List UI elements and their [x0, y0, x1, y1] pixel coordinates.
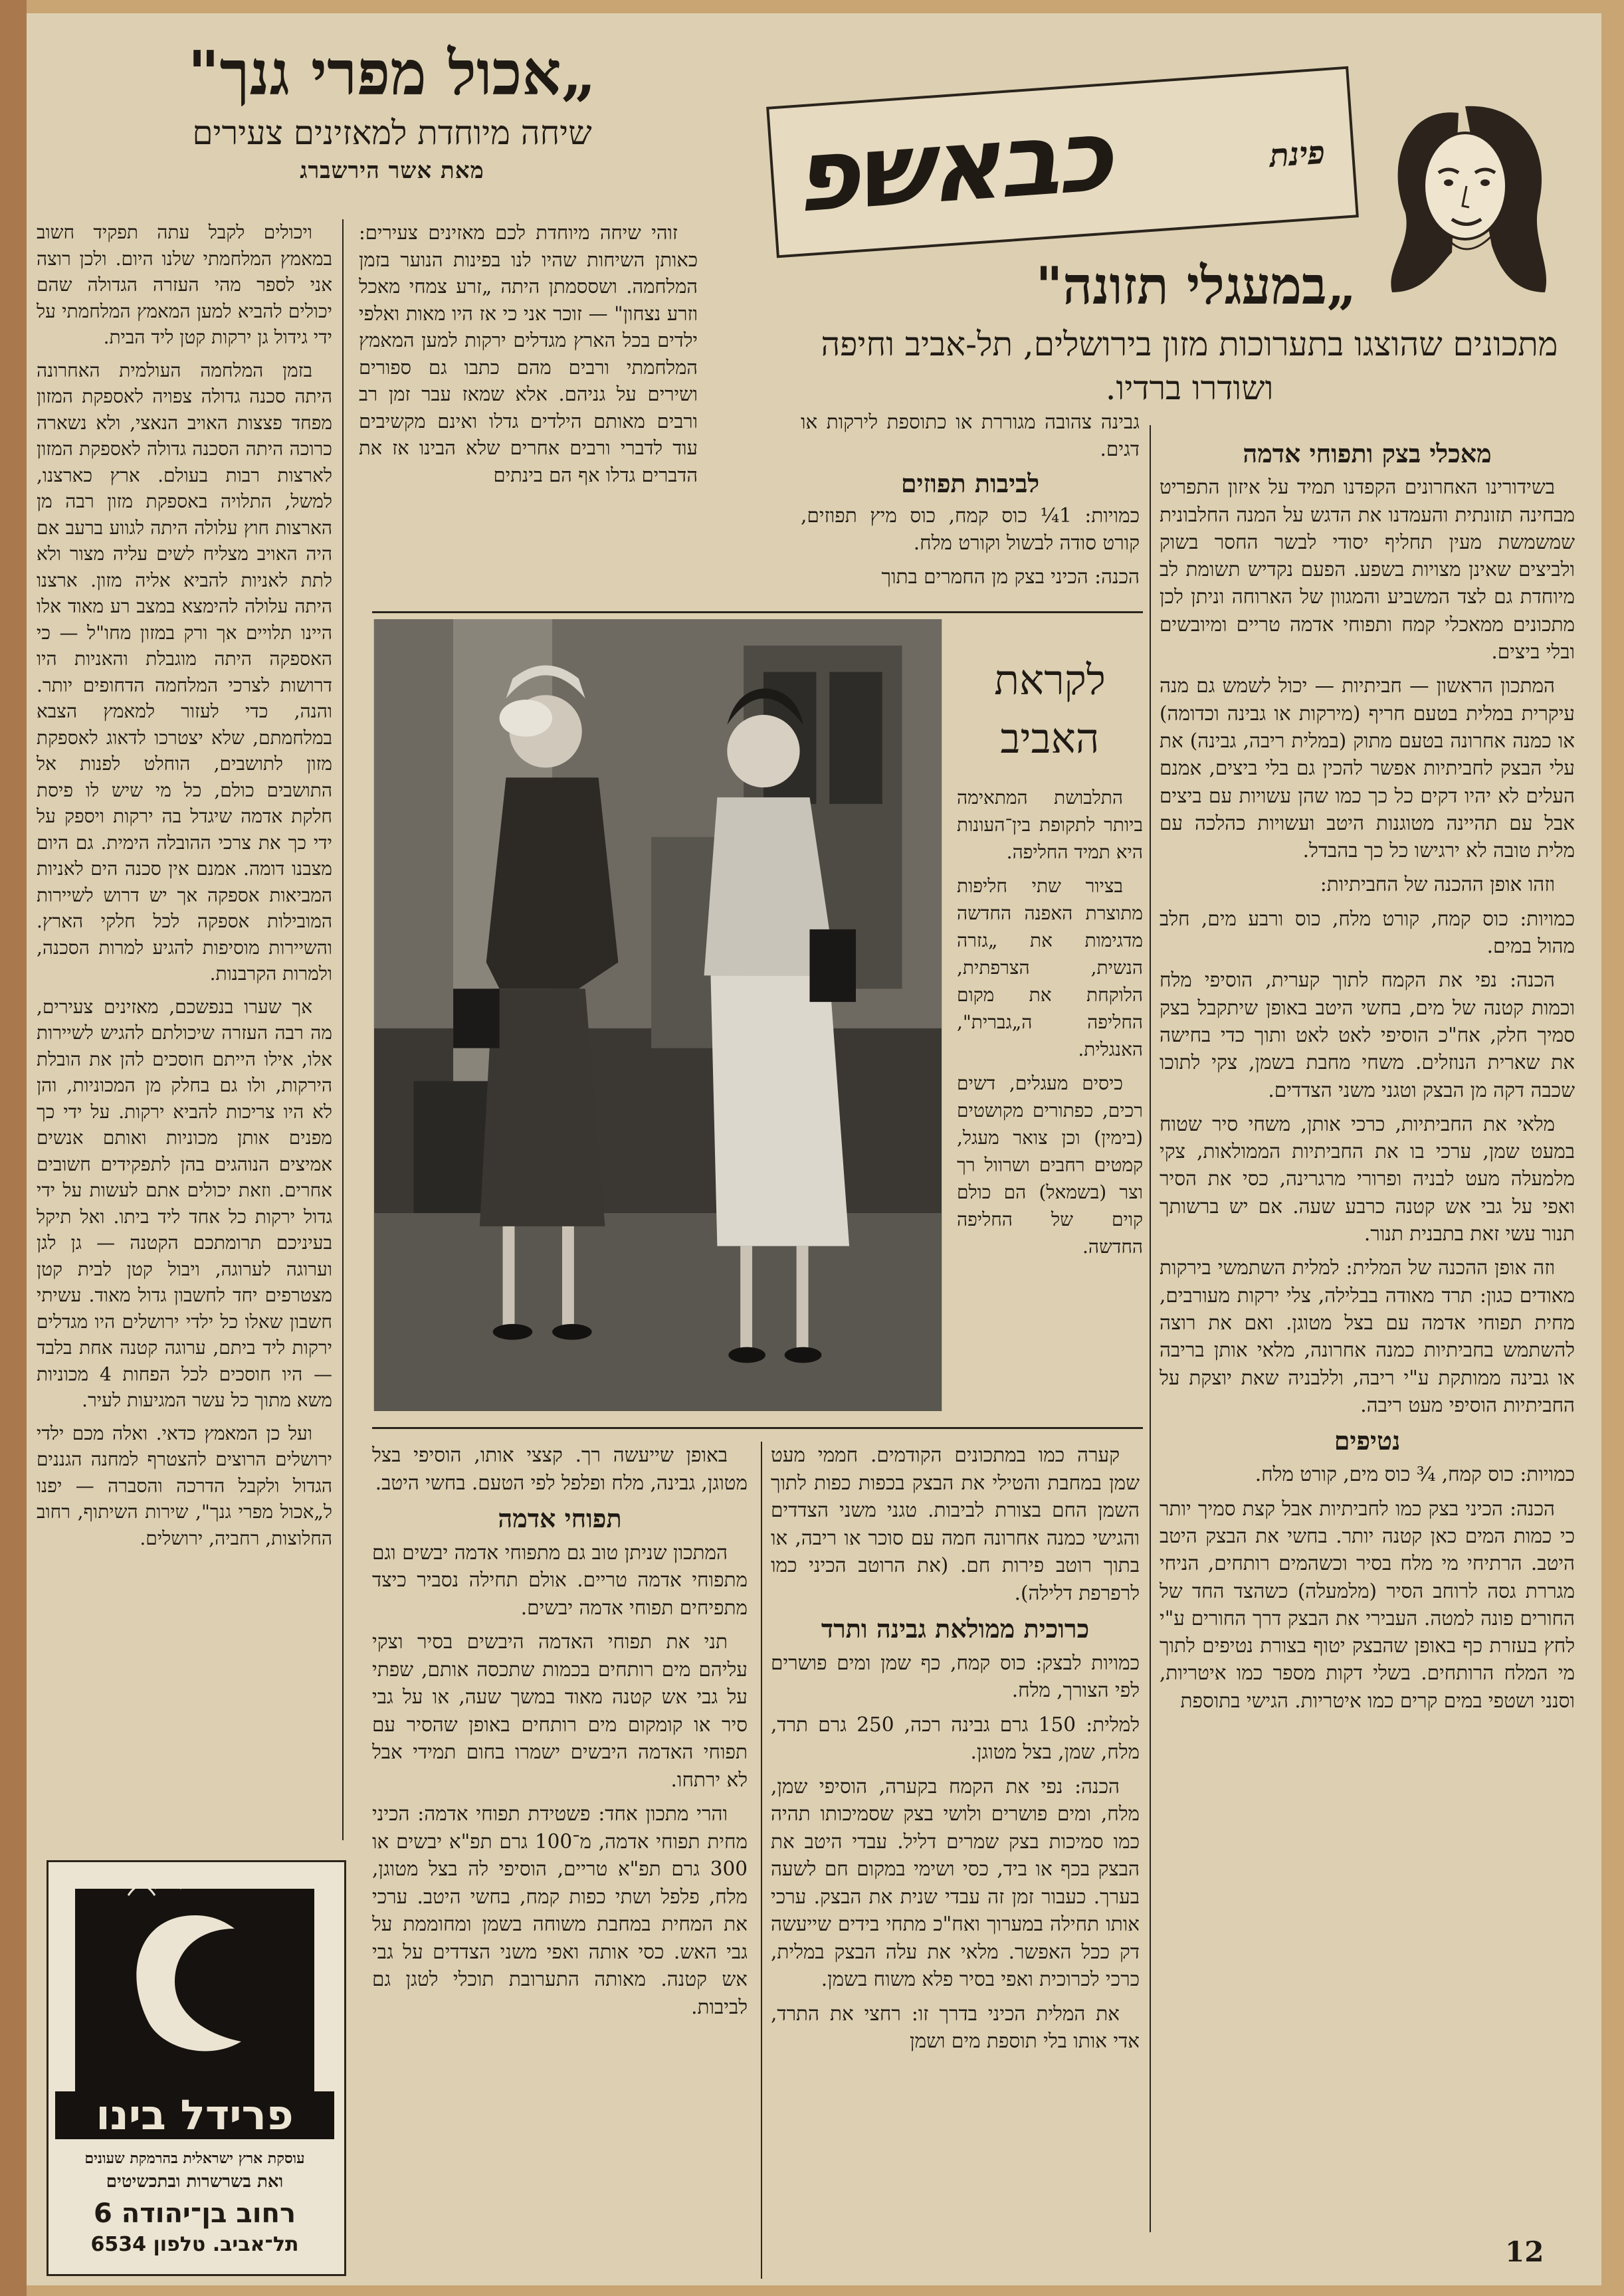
- section-heading: לביבות תפוזים: [900, 468, 1040, 498]
- paragraph: ועל כן המאמץ כדאי. ואלה מכם ילדי ירושלים הרוצים להצטרף למחנה הגננים הגדול ולקבל הדרכה והסברה — יפנו ל„אכול מפרי גנך", שירות השיתוף, רחוב החלוצות, רחביה, ירושלים.: [37, 1422, 332, 1549]
- advertisement-box: [47, 1860, 346, 2276]
- column-divider: [761, 1442, 762, 2279]
- paragraph: קערה כמו במתכונים הקודמים. חממי מעט שמן במחבת והטילי את הבצק בכפות כפות לתוך השמן החם בצורת לביבות. טגני משני הצדדים והגישי כמנה אחרונה חמה עם סוכר או ריבה, או בתוך רוטב פירות חם. (את הרוטב הכיני כמו לרפרפת דלילה).: [771, 1444, 1140, 1604]
- page-number: 12: [1505, 2236, 1544, 2268]
- paragraph: המתכון הראשון — חביתיות — יכול לשמש גם מנה עיקרית במלית בטעם חריף (מירקות או גבינה וכדומה) או כמנה אחרונה בטעם מתוק (במלית ריבה, גבינה) את עלי הבצק לחביתיות אפשר להכין גם בלי ביצים, אמנם העלים לא יהיו דקים כל כך כמו שהן עשויות עם ביצים אבל עם תהיינה מטוגנות היטב ועשויות כהלכה עם מלית טובה לא ירגישו כל כך בהבדל.: [1160, 674, 1575, 862]
- ad-line: רחוב בן־יהודה 6: [93, 2198, 296, 2229]
- right-article-subtitle: מתכונים שהוצגו בתערוכות מזון בירושלים, תל-אביב וחיפה ושודרו ברדיו.: [821, 325, 1558, 407]
- ad-brand: פרידל בינו: [55, 2091, 334, 2139]
- ad-line: תל־אביב. טלפון 6534: [90, 2233, 299, 2256]
- banner-small: פינת: [1268, 134, 1326, 175]
- ingredients-line: כמויות: 1¼ כוס קמח, כוס מיץ תפוזים, קורט סודה לבשול וקורט מלח.: [801, 504, 1140, 554]
- section-heading: נטיפים: [1334, 1426, 1401, 1456]
- right-article-title: „במעגלי תזונה": [1035, 256, 1357, 316]
- paragraph: הכנה: הכיני בצק כמו לחביתיות אבל קצת סמיך יותר כי כמות המים כאן קטנה יותר. בחשי את הבצק היטב היטב. הרתיחי מי מלח בסיר וכשהמים רותחים, הניחי מגררת גסה לרוחב הסיר (מלמעלה) כשהצד החד של החורים פונה למטה. העבירי את הבצק דרך החורים ע"י לחץ בעזרת כף באופן שהבצק יטוף בצורת נטיפים לתוך מי המלח הרותחים. בשלי דקות מספר כמו איטריות, וסנני ושטפי במים קרים כמו איטריות. הגישי בתוספת: [1160, 1497, 1575, 1712]
- recipes-column-bottom-right: [771, 1442, 1140, 2285]
- magazine-page: [27, 13, 1601, 2285]
- ad-line: עוסקת ארץ ישראלית בהרמקת שעונים: [84, 2150, 305, 2167]
- paragraph: וזה אופן ההכנה של המלית: למלית השתמשי בירקות מאודים כגון: תרד מאודה בבלילה, צלי ירקות מעורבים, מחית תפוחי אדמה עם בצל מטוגן. ואם את רוצה להשתמש בחביתיות כמנה אחרונה, מלאי אותן בריבה או גבינה ממותקת ע"י ריבה, וללבניה שאת יוצקת על החביתיות הוסיפי מעט ריבה.: [1160, 1256, 1575, 1416]
- paragraph: הכנה: הכיני בצק מן החמרים בתוך: [881, 565, 1140, 588]
- column-divider: [342, 219, 344, 1840]
- section-heading: כרוכית ממולאת גבינה ותרד: [821, 1614, 1090, 1644]
- recipes-column-right: [1160, 432, 1575, 2226]
- paragraph: בשידורינו האחרונים הקפדנו תמיד על איזון התפריט מבחינה תזונתית והעמדנו את הדגש על המנה החלבונית שמשמשת מעין תחליף יסודי לבשר החסר בשוק ולביצים שאינן מצויות בשפע. הפעם נקדיש תשומת לב מיוחדת גם לצד המשביע והמגוון של הארוחה וניתן לכן מתכונים ממאכלי קמח ותפוחי אדמה טריים ומיובשים ובלי ביצים.: [1160, 476, 1575, 664]
- paragraph: וזהו אופן ההכנה של החביתיות:: [1320, 873, 1555, 896]
- sidebar-text: [957, 784, 1143, 1395]
- paragraph: בזמן המלחמה העולמית האחרונה היתה סכנה גדולה צפויה לאספקת המזון מפחד פצצות האויב הנאצי, ולא נשארה כרוכה היתה הסכנה גדולה לאספקת המזון לארצות רבות בעולם. ארץ כארצנו, למשל, התלויה באספקת מזון רבה מן הארצות חוץ עלולה היתה לגווע ברעב אם היה האויב מצליח לשים עליה מצור ולא לתת לאניות להביא אליה מזון. ארצנו היתה עלולה להימצא במצב רע מאוד אלו היינו תלויים אך ורק במזון מחו"ל — כי האספקה היתה מוגבלת והאניות היו דרושות לצרכי המלחמה הדחופים יותר. והנה, כדי לעזור למאמץ הצבא במלחמתם, שלא יצטרכו לדאוג לאספקת מזון לתושבים, הוחלט לפנות אל התושבים כולם, כל מי שיש לו פיסת חלקת אדמה שיגדל בה ירקות ויספק על ידי כך את צרכי ההובלה הימית. גם היום מצבנו דומה. אמנם אין סכנה הים לאניות המביאות אספקה אך יש דרוש לשיירות המובילות אספקה לכל חלקי הארץ. והשיירות מוסיפות להגיע למרות הסכנה, ולמרות הקרבנות.: [37, 359, 332, 985]
- paragraph: בציור שתי חליפות מתוצרת האפנה החדשה מדגימות את „גזרה הנשית, הצרפתית, הלוקחת את מקום החליפה ה„גברית", האנגלית.: [957, 875, 1143, 1060]
- paragraph: אך שערו בנפשכם, מאזינים צעירים, מה רבה העזרה שיכולתם להגיש לשיירות אלו, אילו הייתם חוסכים להן את הובלת הירקות, ולו גם בחלק מן המכוניות, והן לא היו צריכות להביא ירקות. על ידי כך מפנים אותן מכוניות ואותם אנשים אמיצים הנוהגים בהן לתפקידים חשובים אחרים. וזאת יכולים אתם לעשות על ידי גדול ירקות כל אחד ליד ביתו. ואל תיקל בעיניכם תרומתכם הקטנה — גן לגן וערוגה לערוגה, ויבול קטן לבית קטן מצטרפים יחד לחשבון גדול מאוד. עשיתי חשבון שאלו כל ילדי ירושלים היו מגדלים ירקות ליד ביתם, ערוגה קטנה אחת בלבד — היו חוסכים לכל הפחות 4 מכוניות משא מתוך כל עשר המגיעות לעיר.: [37, 995, 332, 1411]
- photo-two-women-suits: [372, 619, 944, 1411]
- left-article-column-mid: [359, 219, 698, 591]
- paragraph: תני את תפוחי האדמה היבשים בסיר וצקי עליהם מים רותחים בכמות שתכסה אותם, שפתי על גבי אש קטנה מאוד במשך שעה, או על גבי סיר או קומקום מים רותחים באופן שהסיר עם תפוחי האדמה היבשים ישמרו בחום תמידי אבל לא ירתחו.: [372, 1630, 748, 1791]
- recipes-column-top-mid: [801, 409, 1140, 601]
- left-article-author: מאת אשר הירשברג: [300, 157, 484, 184]
- paragraph: כיסים מעגלים, דשים רכים, כפתורים מקושטים (בימין) וכן צואר מעגל, קמטים רחבים ושרוול רך וצר (בשמאל) הם כולם קוים של החליפה החדשה.: [957, 1072, 1143, 1258]
- paragraph: גבינה צהובה מגוררת או כתוספת לירקות או דגים.: [801, 411, 1140, 460]
- sidebar-title: לקראת האביב: [994, 656, 1106, 763]
- paragraph: המתכון שניתן טוב גם מתפוחי אדמה יבשים וגם מתפוחי אדמה טריים. אולם תחילה נסביר כיצד מתפיחים תפוחי אדמה יבשים.: [372, 1541, 748, 1619]
- column-divider: [1150, 425, 1151, 2232]
- paragraph: את המלית הכיני בדרך זו: רחצי את התרד, אדי אותו בלי תוספת מים ושמן: [771, 2002, 1140, 2052]
- ad-line: ואת בשרשרות ובתכשיטים: [106, 2172, 284, 2192]
- paragraph: מלאי את החביתיות, כרכי אותן, משחי סיר שטוח במעט שמן, ערכי בו את החביתיות הממולאות, צקי מלמעלה מעט לבניה ופרורי מרגרינה, כסי את הסיר ואפי על גבי אש קטנה כרבע שעה. אם יש ברשותך תנור עשי זאת בתבנית תנור.: [1160, 1112, 1575, 1246]
- paragraph: התלבושת המתאימה ביותר לתקופת בין־העונות היא תמיד החליפה.: [957, 787, 1143, 863]
- left-article-column-right: [37, 219, 332, 1873]
- ingredients-line: כמויות לבצק: כוס קמח, כף שמן ומים פושרים לפי הצורך, מלח.: [771, 1651, 1140, 1701]
- paragraph: והרי מתכון אחד: פשטידת תפוחי אדמה: הכיני מחית תפוחי אדמה, מ־100 גרם תפ"א יבשים או 300 גרם תפ"א טריים, הוסיפי לה בצל מטוגן, מלח, פלפל ושתי כפות קמח, בחשי היטב. ערכי את המחית במחבת משוחה בשמן ומחוממת על גבי האש. כסי אותה ואפי משני הצדדים על גבי אש קטנה. מאותה התערובת תוכלי לטגן גם לביבות.: [372, 1802, 748, 2018]
- section-heading: תפוחי אדמה: [498, 1503, 622, 1533]
- section-rule: [372, 1427, 1143, 1429]
- banner-box: [766, 66, 1359, 258]
- paragraph: הכנה: נפי את הקמח בקערה, הוסיפי שמן, מלח, ומים פושרים ולושי בצק שסמיכותו תהיה כמו סמיכות בצק שמרים דליל. עבדי היטב את הבצק בכף או ביד, כסי ושימי במקום חם לשעה בערך. כעבור זמן זה עבדי שנית את הבצק. ערכי אותו תחילה במערוך ואח"כ מתחי בידים שייעשה דק ככל האפשר. מלאי את עלה הבצק במלית, כרכי לכרוכית ואפי בסיר פלא משוח בשמן.: [771, 1774, 1140, 1990]
- left-article-subtitle: שיחה מיוחדת למאזינים צעירים: [192, 114, 592, 152]
- section-heading: מאכלי בצק ותפוחי אדמה: [1243, 438, 1492, 468]
- book-spine-edge: [0, 0, 27, 2296]
- paragraph: ויכולים לקבל עתה תפקיד חשוב במאמץ המלחמתי שלנו היום. ולכן רוצה אני לספר מהי העזרה הגדולה שהם יכולים להביא למען המאמץ המלחמתי על ידי גידול גן ירקות קטן ליד הבית.: [37, 221, 332, 348]
- ingredients-line: כמויות: כוס קמח, ¾ כוס מים, קורט מלח.: [1255, 1463, 1575, 1486]
- left-article-title: „אכול מפרי גנך": [187, 37, 597, 109]
- paragraph: הכנה: נפי את הקמח לתוך קערית, הוסיפי מלח וכמות קטנה של מים, בחשי היטב באופן שיתקבל בצק סמיך חלק, אח"כ הוסיפי לאט לאט ותוך כדי בחישה את שארית הנוזלים. משחי מחבת בשמן, צקי לתוכו שכבה דקה מן הבצק וטגני משני הצדדים.: [1160, 969, 1575, 1101]
- banner-big: כבאשפ: [789, 98, 1114, 236]
- ingredients-line: כמויות: כוס קמח, קורט מלח, כוס ורבע מים, חלב מהול במים.: [1160, 907, 1575, 958]
- ingredients-line: למלית: 150 גרם גבינה רכה, 250 גרם תרד, מלח, שמן, בצל מטוגן.: [771, 1713, 1140, 1763]
- ad-logo-graphic: [62, 1875, 328, 2101]
- paragraph: זוהי שיחה מיוחדת לכם מאזינים צעירים: כאותן השיחות שהיו לנו בפינות הנוער בזמן המלחמה. ושססמתן היתה „זרע צמחי מאכל וזרע נצחון" — זוכר אני כי אז היו מאות ואלפי ילדים בכל הארץ מגדלים ירקות למען המאמץ המלחמתי ורבים מהם כתבו גם ספורים ושירים על גניהם. אלא שמאז עבר זמן רב ורבים מאותם הילדים גדלו ואינם מקשיבים עוד לדברי ורבים אחרים שלא הבינו אז את הדברים גדלו אף הם בינתים: [359, 221, 698, 486]
- section-rule: [372, 611, 1143, 613]
- paragraph: באופן שייעשה רך. קצצי אותו, הוסיפי בצל מטוגן, גבינה, מלח ופלפל לפי הטעם. בחשי היטב.: [372, 1444, 748, 1494]
- recipes-column-bottom-left: [372, 1442, 748, 2285]
